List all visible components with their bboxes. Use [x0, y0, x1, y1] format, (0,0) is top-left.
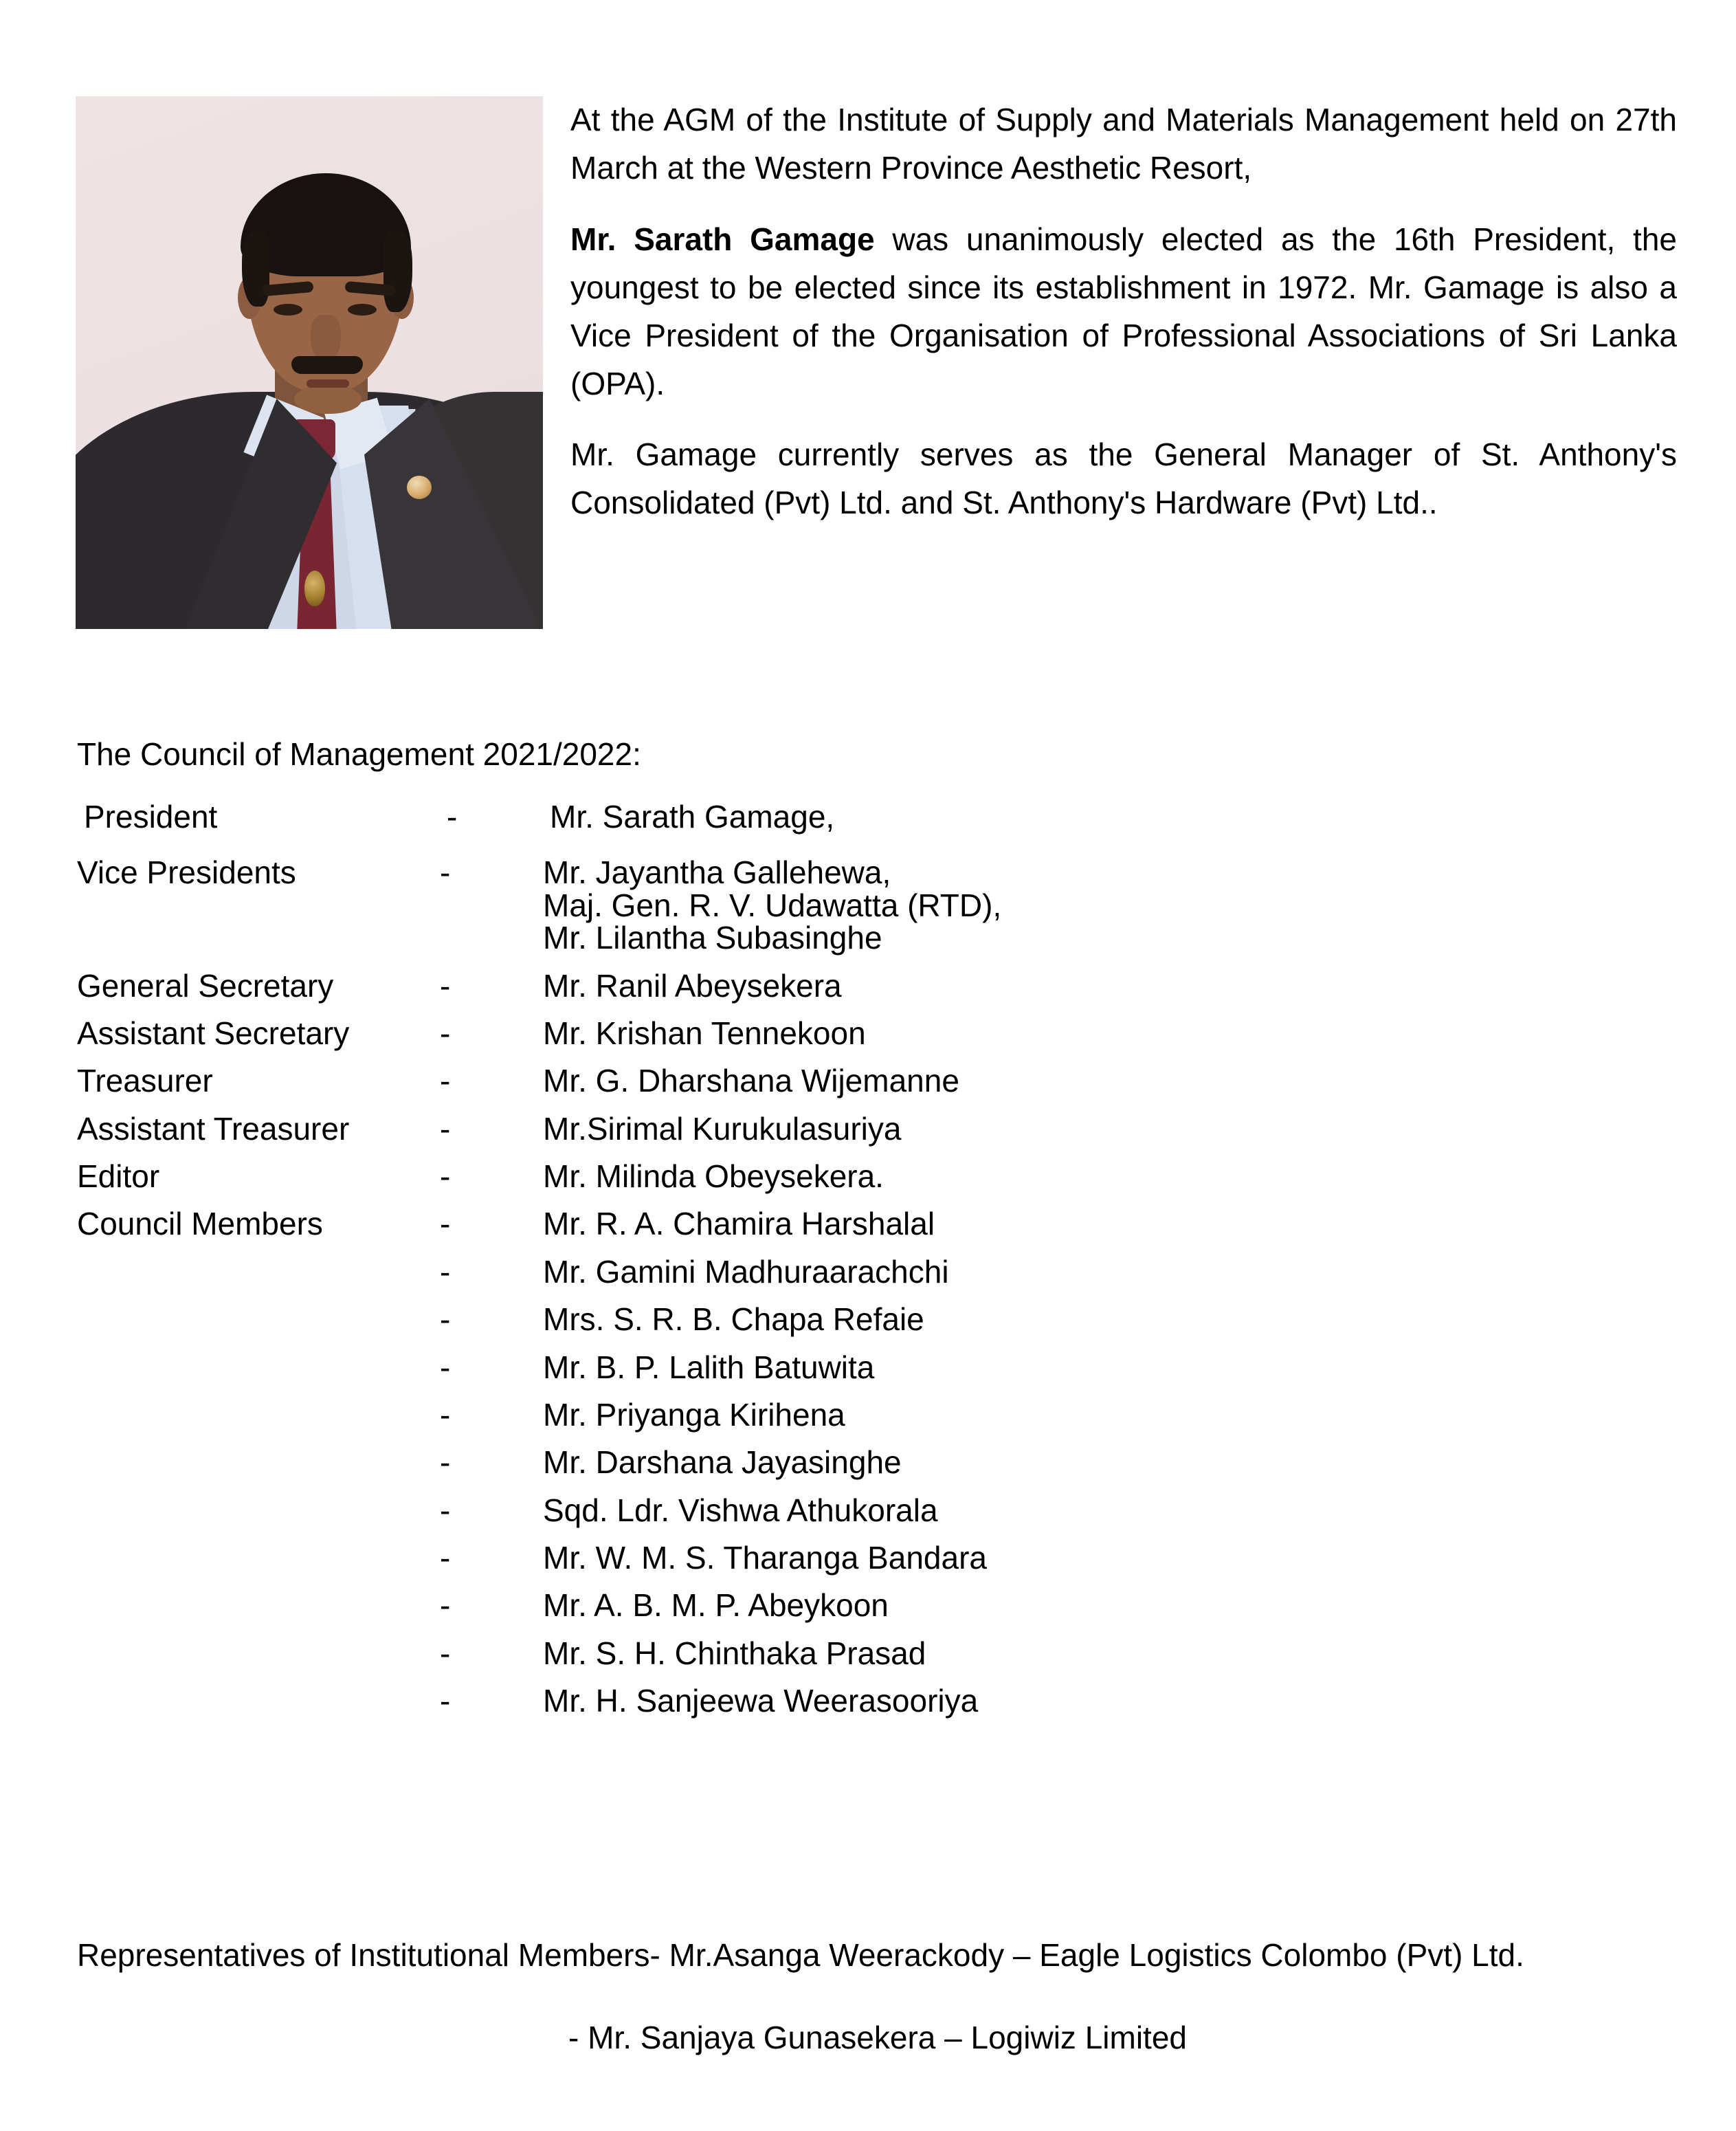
intro-paragraph-2-rest: was unanimously elected as the 16th President, the youngest to be elected since its establishment in 1972. Mr. Gamage is also a Vice President of the Organisation of Professional Associations of Sri Lanka (OPA). — [570, 221, 1677, 401]
person-name: Mr. S. H. Chinthaka Prasad — [543, 1635, 926, 1671]
council-row-president — [77, 801, 1678, 833]
person-name: Mr. Krishan Tennekoon — [543, 1015, 866, 1051]
person-name: Mr. Jayantha Gallehewa, — [543, 854, 891, 891]
row-dash: - — [440, 1110, 451, 1147]
portrait-nose — [311, 315, 341, 360]
council-row-editor — [77, 1160, 1678, 1193]
person-name: Mr. Milinda Obeysekera. — [543, 1158, 884, 1194]
president-name-bold: Mr. Sarath Gamage — [570, 221, 875, 257]
person-name: Maj. Gen. R. V. Udawatta (RTD), — [543, 887, 1002, 923]
role-label: President — [84, 799, 218, 835]
row-dash: - — [440, 1206, 451, 1242]
council-member-row — [77, 1351, 1678, 1384]
council-row-vice-president-2 — [77, 887, 1678, 923]
intro-paragraph-3: Mr. Gamage currently serves as the General Manager of St. Anthony's Consolidated (Pvt) Ltd. and St. Anthony's Hardware (Pvt) Ltd.. — [570, 437, 1677, 521]
intro-paragraph-1: At the AGM of the Institute of Supply and Materials Management held on 27th March at the Western Province Aesthetic Resort, — [570, 102, 1677, 186]
person-name: Mr. B. P. Lalith Batuwita — [543, 1349, 875, 1385]
person-name: Sqd. Ldr. Vishwa Athukorala — [543, 1492, 938, 1528]
row-dash: - — [440, 1301, 451, 1338]
person-name: Mr. Priyanga Kirihena — [543, 1396, 845, 1433]
person-name: Mr. Darshana Jayasinghe — [543, 1444, 902, 1481]
row-dash: - — [440, 1635, 451, 1671]
person-name: Mr. R. A. Chamira Harshalal — [543, 1206, 935, 1242]
person-name: Mrs. S. R. B. Chapa Refaie — [543, 1301, 924, 1338]
role-label: Council Members — [77, 1206, 323, 1242]
portrait-tie-emblem — [304, 571, 325, 606]
row-dash: - — [447, 799, 458, 835]
portrait-moustache — [291, 356, 363, 374]
person-name: Mr. A. B. M. P. Abeykoon — [543, 1587, 889, 1624]
representatives-line-2: - Mr. Sanjaya Gunasekera – Logiwiz Limited — [568, 2019, 1187, 2055]
council-row-vice-president-3 — [77, 922, 1678, 954]
row-dash: - — [440, 1540, 451, 1576]
role-label: Treasurer — [77, 1063, 213, 1099]
row-dash: - — [440, 1683, 451, 1719]
council-member-row — [77, 1396, 1678, 1433]
role-label: Vice Presidents — [77, 854, 296, 891]
representatives-section — [77, 1932, 1678, 2062]
council-row-treasurer — [77, 1065, 1678, 1097]
council-member-row — [77, 1253, 1678, 1290]
person-name: Mr. Gamini Madhuraarachchi — [543, 1253, 949, 1290]
person-name: Mr.Sirimal Kurukulasuriya — [543, 1110, 902, 1147]
person-name: Mr. W. M. S. Tharanga Bandara — [543, 1540, 987, 1576]
intro-section — [76, 96, 1677, 639]
role-label: Assistant Treasurer — [77, 1110, 350, 1147]
council-row-council-members — [77, 1208, 1678, 1240]
person-name: Mr. Ranil Abeysekera — [543, 967, 842, 1004]
portrait-lapel-pin — [407, 476, 432, 499]
role-label: Editor — [77, 1158, 160, 1194]
row-dash: - — [440, 1444, 451, 1481]
role-label: Assistant Secretary — [77, 1015, 350, 1051]
council-member-row — [77, 1637, 1678, 1670]
council-member-row — [77, 1685, 1678, 1717]
council-member-row — [77, 1303, 1678, 1336]
council-row-assistant-secretary — [77, 1017, 1678, 1050]
portrait-hair-side-right — [383, 231, 412, 312]
spacer — [77, 1384, 1678, 1399]
spacer — [77, 833, 1678, 857]
council-member-row — [77, 1542, 1678, 1574]
portrait-eye-left — [274, 304, 302, 316]
role-label: General Secretary — [77, 967, 334, 1004]
person-name: Mr. Lilantha Subasinghe — [543, 920, 882, 956]
row-dash: - — [440, 1063, 451, 1099]
council-member-row — [77, 1446, 1678, 1479]
row-dash: - — [440, 1492, 451, 1528]
row-dash: - — [440, 1349, 451, 1385]
intro-paragraph-2 — [570, 216, 1677, 408]
person-name: Mr. G. Dharshana Wijemanne — [543, 1063, 959, 1099]
portrait-eye-right — [348, 304, 377, 316]
representatives-line-1: Representatives of Institutional Members- Mr.Asanga Weerackody – Eagle Logistics Colombo (Pvt) Ltd. — [77, 1937, 1524, 1973]
council-list — [77, 801, 1678, 1718]
row-dash: - — [440, 967, 451, 1004]
row-dash: - — [440, 1158, 451, 1194]
council-row-general-secretary — [77, 967, 1678, 1004]
intro-text — [570, 96, 1677, 527]
person-name: Mr. Sarath Gamage, — [550, 799, 835, 835]
portrait-mouth — [307, 379, 349, 388]
portrait-photo — [76, 96, 543, 629]
spacer — [77, 1336, 1678, 1351]
council-heading: The Council of Management 2021/2022: — [77, 736, 641, 772]
row-dash: - — [440, 1015, 451, 1051]
row-dash: - — [440, 854, 451, 891]
row-dash: - — [440, 1253, 451, 1290]
council-row-vice-presidents — [77, 854, 1678, 891]
council-member-row — [77, 1494, 1678, 1527]
person-name: Mr. H. Sanjeewa Weerasooriya — [543, 1683, 979, 1719]
council-member-row — [77, 1589, 1678, 1622]
row-dash: - — [440, 1396, 451, 1433]
row-dash: - — [440, 1587, 451, 1624]
council-row-assistant-treasurer — [77, 1110, 1678, 1147]
portrait-chin — [294, 385, 361, 414]
